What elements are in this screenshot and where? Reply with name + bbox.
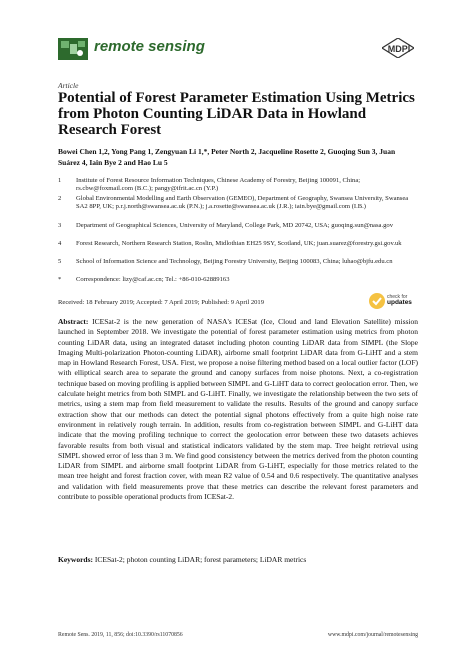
publisher-name: MDPI (387, 44, 411, 54)
article-type: Article (58, 81, 79, 90)
check-for-updates[interactable] (387, 294, 422, 306)
affiliation-number: 5 (58, 258, 62, 265)
author-list[interactable]: Bowei Chen 1,2, Yong Pang 1, Zengyuan Li 1,*, Peter North 2, Jacqueline Rosette 2, Guoqing Sun 3, Juan Suárez 4, Iain Bye 2 and Hao Lu 5 (58, 147, 396, 167)
affiliation-text: Forest Research, Northern Research Station, Roslin, Midlothian EH25 9SY, Scotland, UK; juan.suarez@forestry.gsi.gov.uk (76, 240, 402, 247)
abstract-text: ICESat-2 is the new generation of NASA's ICESat (Ice, Cloud and land Elevation Satellite) mission launched in September 2018. We investigate the potential of forest parameter estimation using metrics from photon counting LiDAR data, using an integrated dataset including photon counting LiDAR data from SIMPL (the Slope Imaging Multi-polarization Photon-counting LiDAR), airborne small footprint LiDAR data from G-LiHT and a stem map in Howland Research Forest, USA. First, we propose a noise filtering method based on a local outlier factor (LOF) with elliptical search area to separate the ground and canopy surfaces from noise photons. Next, a co-registration technique based on moving profiling is applied between SIMPL and G-LiHT data to correct geolocation error. Then, we calculate height metrics from both SIMPL and G-LiHT. Finally, we investigate the relationship between the two sets of metrics, using a stem map from field measurement to validate the results. Results of the ground and canopy surface extraction show that our methods can detect the potential signal photons effectively from a quite high noise rate environment in relatively rough terrain. In addition, results from co-registration between SIMPL and G-LiHT data indicate that the moving profiling technique to correct the geolocation error between these two datasets achieves favorable results from both visual and statistical indicators validated by the stem map. Tree height retrieval using SIMPL showed error of less than 3 m. We find good consistency between the metrics derived from the photon counting LiDAR from SIMPL and airborne small footprint LiDAR from G-LiHT, especially for those metrics related to the mean tree height and forest fraction cover, with mean R2 value of 0.54 and 0.6 respectively. The quantitative analyses and validation with field measurements prove that these metrics can describe the relevant forest parameters and contribute to possible operational products from ICESat-2. (58, 317, 418, 502)
affiliation-number: * (58, 276, 62, 283)
affiliation-text: School of Information Science and Technology, Beijing Forestry University, Beijing 100083, China; luhao@bjfu.edu.cn (76, 258, 393, 265)
affiliation-item (58, 195, 418, 212)
journal-name[interactable]: remote sensing (94, 38, 205, 55)
correspondence (58, 276, 418, 284)
affiliation-text: Institute of Forest Resource Information Techniques, Chinese Academy of Forestry, Beijing 100091, China; rs.cbw@foxmail.com (B.C.); pangy@ifrit.ac.cn (Y.P.) (76, 177, 361, 193)
affiliation-item (58, 222, 418, 230)
affiliation-text: Department of Geographical Sciences, University of Maryland, College Park, MD 20742, USA; guoqing.sun@nasa.gov (76, 222, 394, 229)
abstract (58, 317, 418, 502)
citation: Remote Sens. 2019, 11, 856; doi:10.3390/rs11070856 (58, 632, 183, 638)
keywords-label: Keywords: (58, 555, 93, 564)
affiliation-number: 2 (58, 195, 62, 202)
keywords (58, 555, 418, 565)
affiliation-number: 3 (58, 222, 62, 229)
journal-logo-icon (58, 38, 88, 60)
affiliation-text: Global Environmental Modelling and Earth Observation (GEMEO), Department of Geography, Swansea University, Swansea SA2 8PP, UK; p.r.j.north@swansea.ac.uk (P.N.); j.a.rosette@swansea.ac.uk (J.R.); iain.bye@gmail.com (I.B.) (76, 195, 409, 211)
affiliation-item (58, 258, 418, 266)
journal-url[interactable]: www.mdpi.com/journal/remotesensing (327, 632, 418, 638)
affiliation-item (58, 177, 418, 194)
publication-dates: Received: 18 February 2019; Accepted: 7 April 2019; Published: 9 April 2019 (58, 299, 265, 306)
abstract-label: Abstract: (58, 317, 89, 326)
article-title: Potential of Forest Parameter Estimation Using Metrics from Photon Counting LiDAR Data in Howland Research Forest (58, 90, 415, 138)
affiliation-number: 4 (58, 240, 62, 247)
check-for-updates-line1: check for (387, 294, 408, 300)
check-for-updates-line2: updates (387, 299, 412, 306)
affiliation-number: 1 (58, 177, 62, 184)
keywords-text: ICESat-2; photon counting LiDAR; forest parameters; LiDAR metrics (94, 555, 307, 564)
affiliation-text[interactable]: Correspondence: lizy@caf.ac.cn; Tel.: +86-010-62889163 (76, 276, 230, 283)
affiliation-item (58, 240, 418, 248)
